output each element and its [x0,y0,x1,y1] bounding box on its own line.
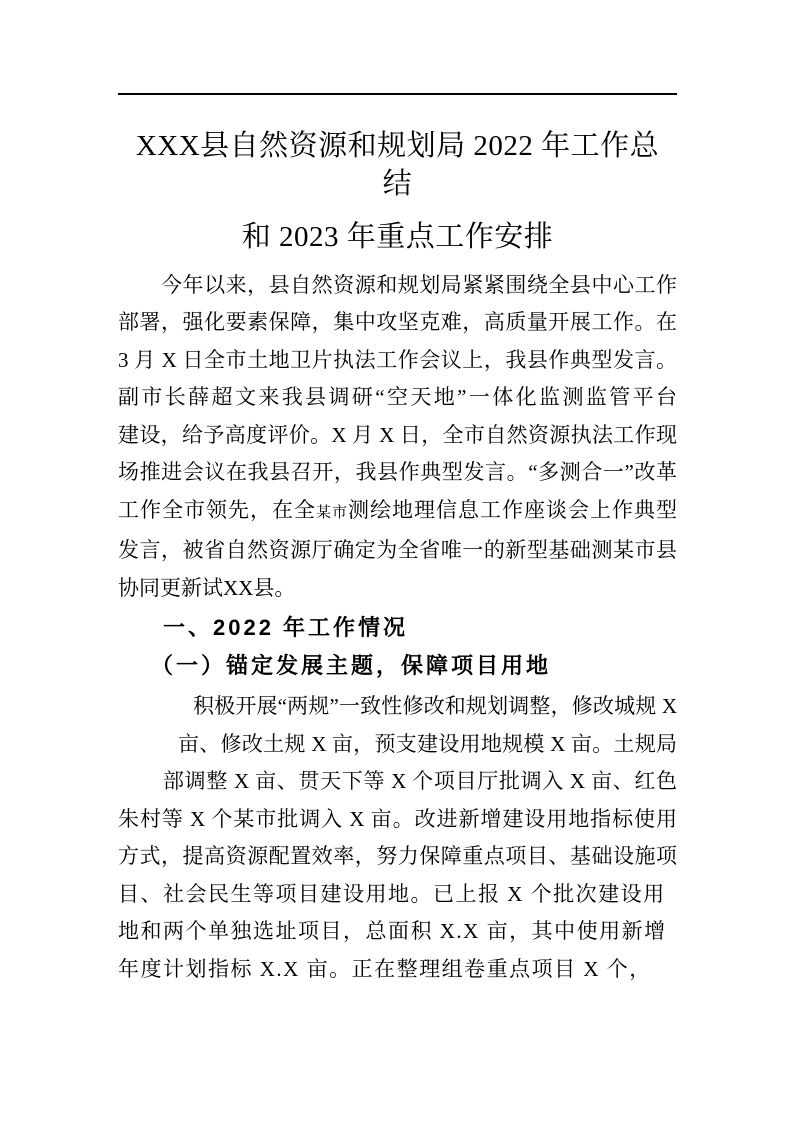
paragraph-line: 部署，强化要素保障，集中攻坚克难，高质量开展工作。在 [118,310,677,334]
header-rule [118,93,677,95]
paragraph-line: 发言，被省自然资源厅确定为全省唯一的新型基础测某市县 [118,538,677,562]
subtitle-line: 和 2023 年重点工作安排 [241,221,554,253]
document-subtitle [118,219,677,257]
paragraph-line: 副市长薛超文来我县调研“空天地”一体化监测监管平台 [118,385,677,409]
paragraph-line: 亩、修改土规 X 亩，预支建设用地规模 X 亩。土规局 [178,731,677,756]
line-text: 工作全市领先，在全 [118,497,316,522]
body-paragraph [118,688,677,988]
intro-paragraph [118,267,677,608]
paragraph-line: 积极开展“两规”一致性修改和规划调整，修改城规 X [193,694,677,718]
paragraph-line: 3 月 X 日全市土地卫片执法工作会议上，我县作典型发言。 [118,347,677,372]
small-text-mou-shi: 某市 [316,504,348,521]
document-title [118,128,677,203]
paragraph-line [118,492,677,533]
paragraph-line: 朱村等 X 个某市批调入 X 亩。改进新增建设用地指标使用 [118,806,677,831]
paragraph-line: 目、社会民生等项目建设用地。已上报 X 个批次建设用 [118,881,666,906]
paragraph-line: 今年以来，县自然资源和规划局紧紧围绕全县中心工作 [118,272,677,297]
title-line-2: 结 [382,167,413,200]
paragraph-line: 年度计划指标 X.X 亩。正在整理组卷重点项目 X 个， [118,956,652,981]
title-line-1: XXX县自然资源和规划局 2022 年工作总 [135,130,660,162]
section-heading-level2: （一）锚定发展主题，保障项目用地 [151,652,552,678]
line-text: 测绘地理信息工作座谈会上作典型 [348,497,677,522]
paragraph-line: 建设，给予高度评价。X 月 X 日，全市自然资源执法工作现 [118,422,677,447]
paragraph-line: 地和两个单独选址项目，总面积 X.X 亩，其中使用新增 [118,919,667,943]
paragraph-line: 方式，提高资源配置效率，努力保障重点项目、基础设施项 [118,844,677,868]
paragraph-line: 部调整 X 亩、贯天下等 X 个项目厅批调入 X 亩、红色 [163,769,677,793]
document-content [118,128,677,988]
paragraph-line: 场推进会议在我县召开，我县作典型发言。“多测合一”改革 [118,460,677,484]
section-heading-level1: 一、2022 年工作情况 [163,615,409,640]
paragraph-line: 协同更新试XX县。 [118,575,296,600]
